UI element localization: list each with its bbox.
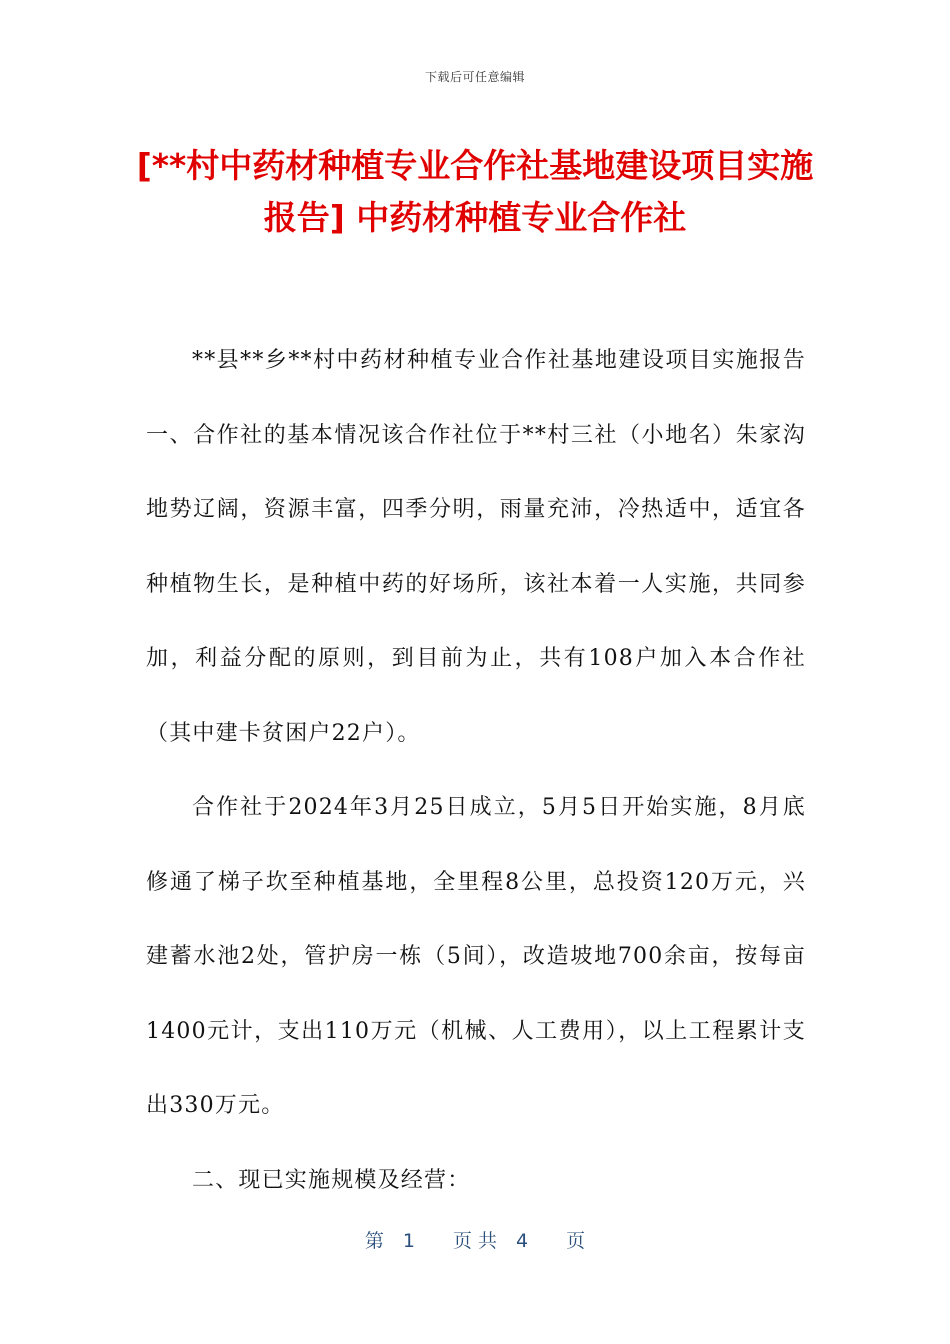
document-body (146, 324, 806, 1218)
paragraph-2: 合作社于2024年3月25日成立，5月5日开始实施，8月底修通了梯子坎至种植基地，全里程8公里，总投资120万元，兴建蓄水池2处，管护房一栋（5间），改造坡地700余亩，按每亩1400元计，支出110万元（机械、人工费用），以上工程累计支出330万元。 (146, 795, 806, 1118)
paragraph-1: **县**乡**村中药材种植专业合作社基地建设项目实施报告一、合作社的基本情况该合作社位于**村三社（小地名）朱家沟地势辽阔，资源丰富，四季分明，雨量充沛，冷热适中，适宜各种植物生长，是种植中药的好场所，该社本着一人实施，共同参加，利益分配的原则，到目前为止，共有108户加入本合作社（其中建卡贫困户22户）。 (146, 348, 806, 746)
page-number-footer: 第 1 页 共 4 页 (364, 1230, 586, 1252)
document-title: [**村中药材种植专业合作社基地建设项目实施报告] 中药材种植专业合作社 (136, 146, 814, 237)
header-note: 下载后可任意编辑 (424, 70, 525, 84)
paragraph-3: 二、现已实施规模及经营： (192, 1167, 471, 1193)
